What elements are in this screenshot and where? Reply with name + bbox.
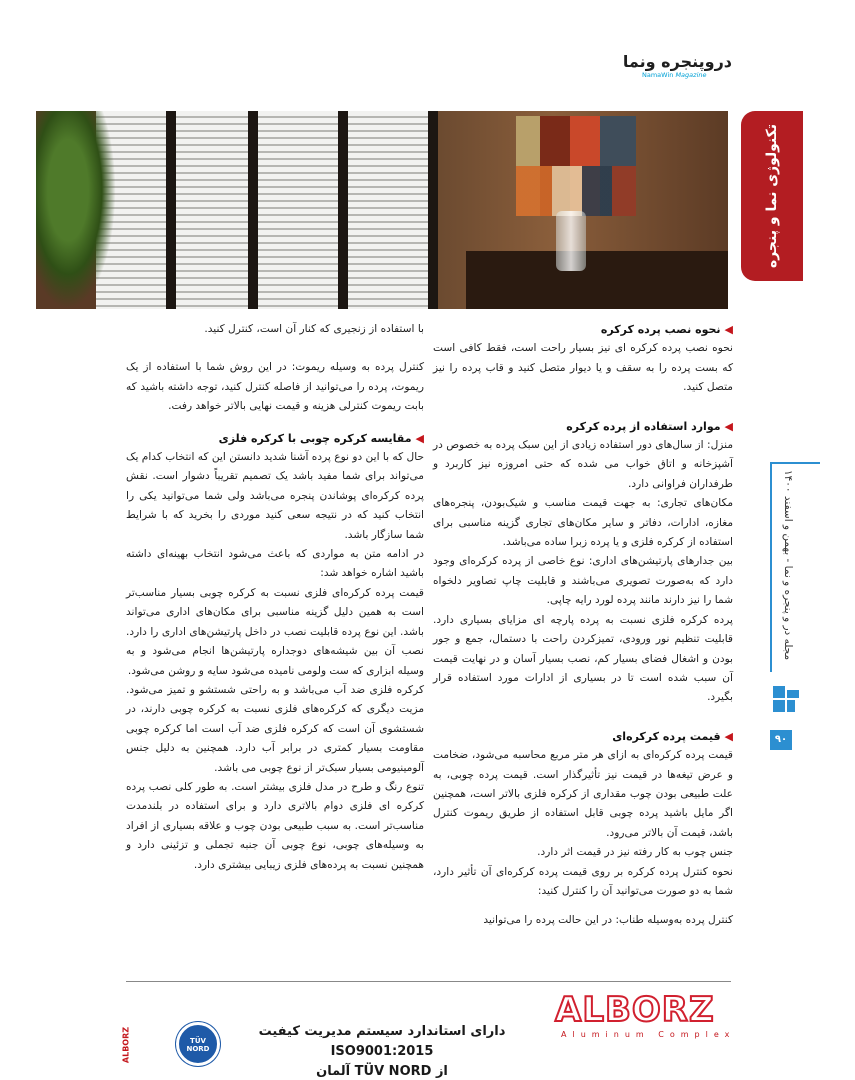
paragraph: کرکره فلزی ضد آب می‌باشد و به راحتی شستشو و تمیز می‌شود. مزیت دیگری که کرکره‌های فلزی نسبت به کرکره چوبی دارند، در شستشوی آن است که کرکره فلزی ضد آب است اما کرکره چوبی مقاومت بسیار کمتری در برابر آب دارد. همچنین به دلیل جنس آلومینیومی بسیار سبک‌تر از نوع چوبی می باشد. [126,683,424,774]
hero-window-frame [166,111,176,309]
paragraph: مکان‌های تجاری: به جهت قیمت مناسب و شیک‌بودن، پنجره‌های مغازه، ادارات، دفاتر و سایر مکان‌های تجاری گزینه مناسبی برای استفاده از کرکره فلزی و یا پرده زبرا ساده می‌باشد. [433,497,733,549]
vertical-brand [118,1020,134,1070]
hero-blind [258,111,338,309]
paragraph: جنس چوب به کار رفته نیز در قیمت اثر دارد. [537,846,733,859]
article-column-right [433,320,733,931]
paragraph: قیمت پرده کرکره‌ای به ازای هر متر مربع محاسبه می‌شود، ضخامت و عرض تیغه‌ها در قیمت نیز تأثیرگذار است. قیمت پرده چوبی، به علت طبیعی بودن چوب مقداری از کرکره فلزی بالاتر است، همچنین اگر مایل باشید پرده چوبی قابل استفاده از طریق ریموت کنترل باشد، قیمت آن بالاتر می‌رود. [433,749,733,839]
iso-line-2: از TÜV NORD آلمان [316,1064,448,1079]
logo-namawin: NamaWin [642,71,674,79]
hero-sideboard [466,251,728,309]
paragraph: بین جدارهای پارتیشن‌های اداری: نوع خاصی از پرده کرکره‌ای وجود دارد که به‌صورت تصویری می‌باشند و قابلیت چاپ تصاویر دلخواه شما را نیز دارند مانند پرده لورد رایه چاپی. [433,555,733,607]
section-title: تکنولوژی نما و پنجره [764,123,780,269]
hero-photo [36,111,728,309]
hero-window-frame [338,111,348,309]
paragraph: منزل: از سال‌های دور استفاده زیادی از این سبک پرده به خصوص در آشپزخانه و اتاق خواب می شده که حتی امروزه نیز کاربرد و طرفداران فراوانی دارد. [433,439,733,490]
magazine-issue-text: مجله در و پنجره و نما - بهمن و اسفند ۱۴۰۰ [782,470,794,661]
paragraph: کنترل پرده به‌وسیله طناب: در این حالت پرده را می‌توانید [483,914,733,927]
magazine-logo [622,52,732,80]
side-accent-line-vertical [770,462,772,672]
paragraph: پرده کرکره فلزی نسبت به پرده پارچه ای مزایای بسیاری دارد. قابلیت تنظیم نور ورودی، تمیزکردن راحت با دستمال، جمع و جور بودن و اشغال فضای بسیار کم، نصب بسیار آسان و در نهایت قیمت آن سبب شده است تا در بسیاری از ادارات مورد استفاده قرار بگیرد. [433,613,733,704]
logo-magazine: Magazine [675,71,707,79]
paragraph: قیمت پرده کرکره‌ای فلزی نسبت به کرکره چوبی بسیار مناسب‌تر است به همین دلیل گزینه مناسبی برای مکان‌های اداری می‌تواند باشد. این نوع پرده قابلیت نصب در داخل پارتیشن‌های اداری را دارد. نصب آن بین شیشه‌های دوجداره پارتیشن‌ها انجام می‌شود و به وسیله ابزاری که ست ولومی نامیده می‌شود سایه و روشن می‌شود. [126,586,424,677]
window-icon [773,686,799,712]
logo-subtitle [642,71,707,79]
hero-painting-lower [516,166,636,216]
iso-certification [232,1022,532,1080]
footer-divider [126,981,731,982]
paragraph: تنوع رنگ و طرح در مدل فلزی بیشتر است. به طور کلی نصب پرده کرکره ای فلزی دوام بالاتری دارد و برای استفاده در بلندمدت مناسب‌تر است. به سبب طبیعی بودن چوب و علاقه بسیاری از افراد به وسیله‌های چوبی، نوع چوبی آن جنبه تجملی و تزئینی دارد و همچنین نسبت به پرده‌های فلزی زیبایی بیشتری دارد. [126,780,424,871]
alborz-wordmark: ALBORZ [555,990,715,1030]
paragraph: با استفاده از زنجیری که کنار آن است، کنترل کنید. [204,323,424,335]
heading-installation: ◀نحوه نصب پرده کرکره [600,323,733,336]
tuv-seal-label: TÜV NORD [186,1037,210,1053]
iso-line-1: دارای استاندارد سیستم مدیریت کیفیت ISO9001:2015 [258,1024,506,1059]
paragraph: حال که با این دو نوع پرده آشنا شدید دانستن این که انتخاب کدام یک می‌تواند برای شما مفید باشد یک تصمیم تقریباً دشوار است. نقش پرده کرکره‌ای پوشاندن پنجره می‌باشد ولی شما می‌توانید یکی را انتخاب کنید که در نتیجه سعی کنید موردی را بخرید که با شرایط شما سازگار باشد. [126,451,424,541]
alborz-subtitle: Aluminum Complex [561,1030,736,1039]
heading-comparison: ◀مقایسه کرکره چوبی با کرکره فلزی [218,431,424,445]
hero-plant [36,111,116,309]
heading-price: ◀قیمت پرده کرکره‌ای [612,729,733,743]
section-tab [741,111,803,281]
page-number: ۹۰ [770,730,792,750]
triangle-bullet-icon: ◀ [724,419,733,433]
triangle-bullet-icon: ◀ [724,729,733,743]
heading-uses: ◀موارد استفاده از پرده کرکره [566,419,733,433]
triangle-bullet-icon: ◀ [415,431,424,445]
paragraph: در ادامه متن به مواردی که باعث می‌شود انتخاب بهینه‌ای داشته باشید اشاره خواهد شد: [126,548,424,580]
vertical-brand-text: ALBORZ [121,1026,131,1064]
paragraph: نحوه کنترل پرده کرکره بر روی قیمت پرده کرکره‌ای آن تأثیر دارد، شما به دو صورت می‌توانید آن را کنترل کنید: [433,865,733,897]
hero-window-frame [248,111,258,309]
paragraph: کنترل پرده به وسیله ریموت: در این روش شما با استفاده از یک ریموت، پرده را می‌توانید از فاصله کنترل کنید، توجه داشته باشید که بابت ریموت کنترلی هزینه و قیمت نهایی بالاتر خواهد رفت. [126,361,424,413]
tuv-nord-seal [176,1022,220,1066]
triangle-bullet-icon: ◀ [724,323,733,336]
alborz-logo [555,990,735,1050]
paragraph: نحوه نصب پرده کرکره ای نیز بسیار راحت است، فقط کافی است که بست پرده را به سقف و یا دیوار متصل کنید و قاب پرده را نیز متصل کنید. [433,342,733,394]
hero-blind [176,111,248,309]
hero-blind [348,111,428,309]
article-column-left [126,320,424,875]
logo-title: دروپنجره ونما [622,52,732,71]
hero-vase [556,211,586,271]
side-accent-line [770,462,820,464]
hero-window-frame [428,111,438,309]
